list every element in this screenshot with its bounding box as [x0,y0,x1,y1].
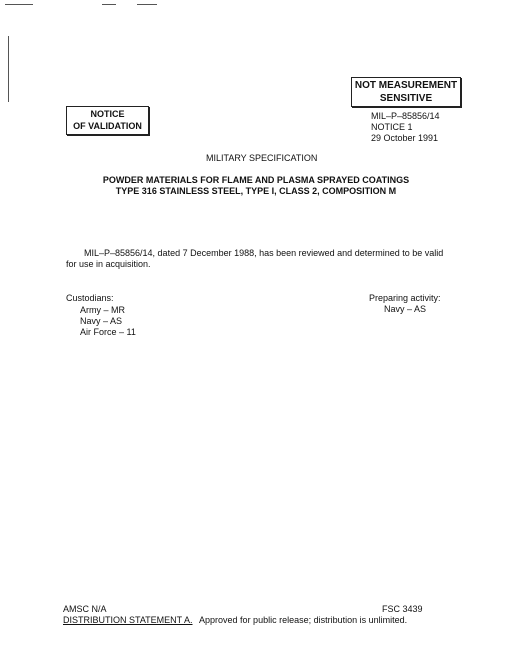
spec-type: MILITARY SPECIFICATION [206,153,318,163]
custodian-army: Army – MR [80,305,125,315]
body-line-1: MIL–P–85856/14, dated 7 December 1988, has been reviewed and determined to be valid [84,248,444,258]
box-line-2: SENSITIVE [379,93,433,104]
distribution-label: DISTRIBUTION STATEMENT A. [63,615,193,625]
scan-artifact-top-2 [102,4,116,5]
doc-date: 29 October 1991 [371,133,439,143]
notice-of-validation-box [66,106,149,135]
custodians-heading: Custodians: [66,293,114,303]
scan-artifact-top-1 [5,4,33,5]
doc-number: MIL–P–85856/14 [371,111,440,121]
title-line-1: POWDER MATERIALS FOR FLAME AND PLASMA SPRAYED COATINGS [102,175,410,185]
title-line-2: TYPE 316 STAINLESS STEEL, TYPE I, CLASS 2, COMPOSITION M [115,186,397,196]
notice-line-2: OF VALIDATION [73,121,142,131]
custodian-air-force: Air Force – 11 [80,327,136,337]
distribution-statement [63,615,407,626]
scan-artifact-top-3 [137,4,157,5]
preparing-activity-heading: Preparing activity: [369,293,441,303]
body-line-2: for use in acquisition. [66,259,151,269]
custodian-navy: Navy – AS [80,316,123,326]
scan-artifact-left-edge [8,36,9,102]
box-line-1: NOT MEASUREMENT [354,80,458,91]
preparing-activity-value: Navy – AS [384,304,427,314]
fsc: FSC 3439 [382,604,423,614]
notice-line-1: NOTICE [90,109,125,119]
doc-notice-number: NOTICE 1 [371,122,413,132]
amsc: AMSC N/A [63,604,107,614]
distribution-text: Approved for public release; distribution is unlimited. [199,615,408,625]
not-measurement-sensitive-box [351,77,461,107]
